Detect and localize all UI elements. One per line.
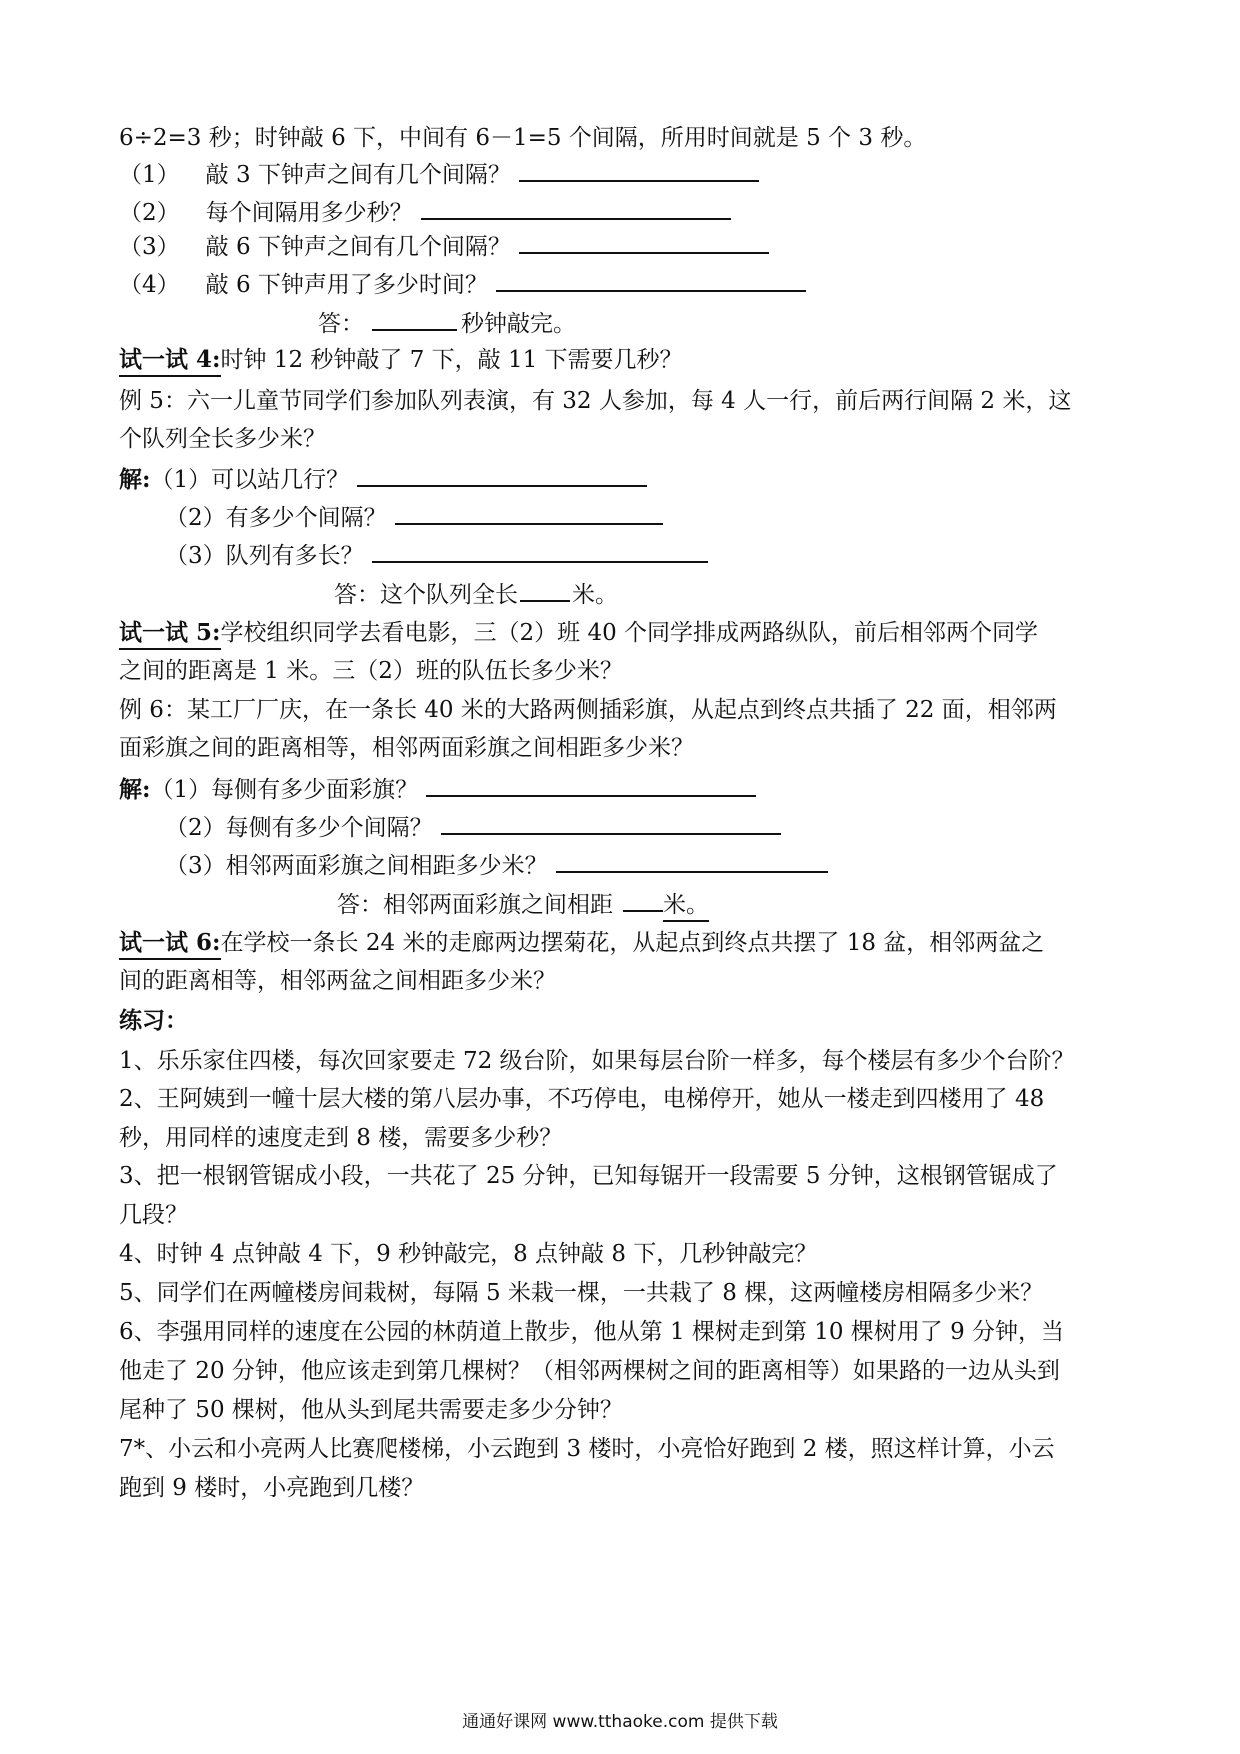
practice-line: 他走了 20 分钟，他应该走到第几棵树？（相邻两棵树之间的距离相等）如果路的一边从头到 (119, 1358, 1060, 1384)
answer-prefix: 答： (318, 311, 364, 337)
step-text: （2）有多少个间隔？ (165, 505, 387, 531)
example-6-step-2 (165, 811, 781, 843)
step-text: （3）队列有多长？ (165, 543, 364, 569)
practice-line: 1、乐乐家住四楼，每次回家要走 72 级台阶，如果每层台阶一样多，每个楼层有多少个台阶？ (119, 1048, 1075, 1074)
practice-line: 2、王阿姨到一幢十层大楼的第八层办事，不巧停电，电梯停开，她从一楼走到四楼用了 48 (119, 1086, 1045, 1112)
try-label: 试一试 6: (119, 928, 221, 960)
q3-step-3 (119, 230, 769, 262)
answer-suffix: 米。 (663, 890, 709, 922)
step-number: （1） (119, 162, 180, 188)
try-text: 在学校一条长 24 米的走廊两边摆菊花，从起点到终点共摆了 18 盆，相邻两盆之 (220, 930, 1045, 956)
example-6-line-2: 面彩旗之间的距离相等，相邻两面彩旗之间相距多少米？ (119, 735, 694, 761)
practice-line: 3、把一根钢管锯成小段，一共花了 25 分钟，已知每锯开一段需要 5 分钟，这根钢管锯成了 (119, 1163, 1058, 1189)
practice-line: 秒，用同样的速度走到 8 楼，需要多少秒？ (119, 1125, 563, 1151)
answer-blank[interactable] (421, 196, 731, 220)
step-text: 敲 3 下钟声之间有几个间隔？ (205, 162, 511, 188)
answer-blank[interactable] (372, 307, 457, 331)
step-text: （3）相邻两面彩旗之间相距多少米？ (165, 853, 548, 879)
example-5-line-1: 例 5：六一儿童节同学们参加队列表演，有 32 人参加，每 4 人一行，前后两行间隔 2 米，这 (119, 388, 1072, 414)
example-6-step-3 (165, 849, 828, 881)
example-6-step-1 (119, 773, 756, 805)
step-number: （3） (119, 234, 180, 260)
solution-label: 解: (119, 776, 151, 803)
example-5-answer (334, 578, 618, 610)
practice-line: 跑到 9 楼时，小亮跑到几楼？ (119, 1475, 425, 1501)
example-5-line-2: 个队列全长多少米？ (119, 426, 326, 452)
practice-line: 尾种了 50 棵树，他从头到尾共需要走多少分钟？ (119, 1397, 623, 1423)
answer-blank[interactable] (519, 158, 759, 182)
practice-line: 7*、小云和小亮两人比赛爬楼梯，小云跑到 3 楼时，小亮恰好跑到 2 楼，照这样计算，小云 (119, 1436, 1055, 1462)
try-5-line-2: 之间的距离是 1 米。三（2）班的队伍长多少米？ (119, 658, 623, 684)
answer-blank[interactable] (623, 888, 663, 912)
answer-blank[interactable] (496, 268, 806, 292)
solution-label: 解: (119, 466, 151, 493)
answer-blank[interactable] (395, 501, 663, 525)
try-text: 时钟 12 秒钟敲了 7 下，敲 11 下需要几秒？ (220, 347, 683, 373)
step-number: （4） (119, 272, 180, 298)
step-text: （1）可以站几行？ (150, 467, 350, 493)
q3-step-4 (119, 268, 806, 300)
try-text: 学校组织同学去看电影，三（2）班 40 个同学排成两路纵队，前后相邻两个同学 (220, 620, 1039, 646)
try-6-line-1 (119, 928, 1044, 960)
try-label: 试一试 4: (119, 345, 221, 377)
q3-answer (318, 307, 576, 339)
q3-step-2 (119, 196, 731, 228)
try-4 (119, 345, 683, 377)
example-5-step-1 (119, 463, 647, 495)
practice-line: 6、李强用同样的速度在公园的林荫道上散步，他从第 1 棵树走到第 10 棵树用了 9 分钟，当 (119, 1319, 1065, 1345)
step-text: 敲 6 下钟声用了多少时间？ (205, 272, 488, 298)
answer-suffix: 米。 (572, 582, 618, 608)
example-5-step-3 (165, 539, 708, 571)
page-footer: 通通好课网 www.tthaoke.com 提供下载 (462, 1712, 778, 1732)
example-5-step-2 (165, 501, 663, 533)
practice-title: 练习： (119, 1007, 188, 1034)
example-6-answer (337, 888, 709, 922)
answer-blank[interactable] (357, 463, 647, 487)
answer-blank[interactable] (441, 811, 781, 835)
practice-line: 5、同学们在两幢楼房间栽树，每隔 5 米栽一棵，一共栽了 8 棵，这两幢楼房相隔多少米？ (119, 1280, 1044, 1306)
answer-blank[interactable] (426, 773, 756, 797)
step-text: 每个间隔用多少秒？ (205, 200, 413, 226)
answer-blank[interactable] (556, 849, 828, 873)
practice-line: 4、时钟 4 点钟敲 4 下，9 秒钟敲完，8 点钟敲 8 下，几秒钟敲完？ (119, 1241, 818, 1267)
step-text: （2）每侧有多少个间隔？ (165, 815, 433, 841)
answer-blank[interactable] (372, 539, 708, 563)
step-text: 敲 6 下钟声之间有几个间隔？ (205, 234, 511, 260)
step-text: （1）每侧有多少面彩旗？ (150, 777, 419, 803)
try-5-line-1 (119, 618, 1038, 650)
intro-line: 6÷2=3 秒；时钟敲 6 下，中间有 6－1=5 个间隔，所用时间就是 5 个 3 秒。 (119, 125, 927, 151)
q3-step-1 (119, 158, 759, 190)
try-6-line-2: 间的距离相等，相邻两盆之间相距多少米？ (119, 968, 556, 994)
answer-blank[interactable] (519, 230, 769, 254)
answer-suffix: 秒钟敲完。 (461, 311, 576, 337)
step-number: （2） (119, 200, 180, 226)
answer-prefix: 答：这个队列全长 (334, 582, 518, 608)
practice-line: 几段？ (119, 1202, 188, 1228)
answer-prefix: 答：相邻两面彩旗之间相距 (337, 892, 613, 918)
example-6-line-1: 例 6：某工厂厂庆，在一条长 40 米的大路两侧插彩旗，从起点到终点共插了 22 面，相邻两 (119, 697, 1057, 723)
try-label: 试一试 5: (119, 618, 221, 650)
answer-blank[interactable] (520, 578, 570, 602)
